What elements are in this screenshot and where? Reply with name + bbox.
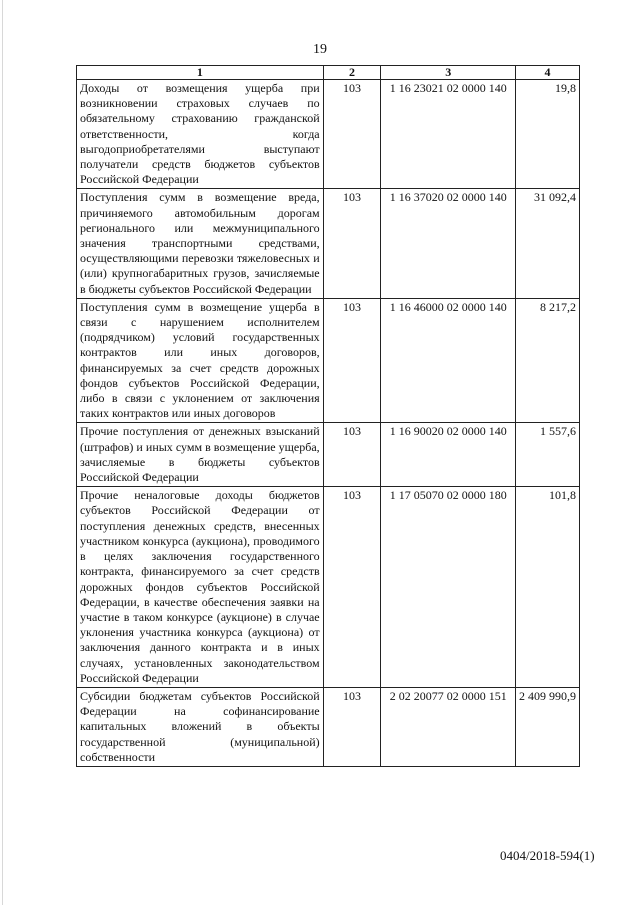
row-admin-code: 103 [323, 687, 381, 766]
row-kbk-code: 1 16 90020 02 0000 140 [381, 423, 516, 487]
table-header-row [77, 66, 580, 80]
row-amount: 2 409 990,9 [515, 687, 579, 766]
row-description: Прочие неналоговые доходы бюджетов субъектов Российской Федерации от поступления денежных средств, внесенных участником конкурса (аукциона), проводимого в целях заключения государственного контракта, финансируемого за счет средств дорожных фондов субъектов Российской Федерации, в качестве обеспечения заявки на участие в таком конкурсе (аукционе) в случае уклонения участника конкурса (аукциона) от заключения данного контракта и в иных случаях, установленных законодательством Российской Федерации [77, 487, 324, 688]
revenue-table [76, 65, 580, 767]
row-amount: 8 217,2 [515, 298, 579, 423]
row-description: Поступления сумм в возмещение ущерба в связи с нарушением исполнителем (подрядчиком) условий государственных контрактов или иных договоров, финансируемых за счет средств дорожных фондов субъектов Российской Федерации, либо в связи с уклонением от заключения таких контрактов или иных договоров [77, 298, 324, 423]
header-col-1: 1 [77, 66, 324, 80]
row-admin-code: 103 [323, 423, 381, 487]
row-admin-code: 103 [323, 189, 381, 298]
header-col-4: 4 [515, 66, 579, 80]
row-amount: 19,8 [515, 80, 579, 189]
row-admin-code: 103 [323, 80, 381, 189]
table-row [77, 189, 580, 298]
scan-edge-line [2, 0, 3, 905]
row-amount: 101,8 [515, 487, 579, 688]
row-description: Поступления сумм в возмещение вреда, причиняемого автомобильным дорогам регионального или межмуниципального значения транспортными средствами, осуществляющими перевозки тяжеловесных и (или) крупногабаритных грузов, зачисляемые в бюджеты субъектов Российской Федерации [77, 189, 324, 298]
table-row [77, 298, 580, 423]
row-admin-code: 103 [323, 298, 381, 423]
row-kbk-code: 1 16 46000 02 0000 140 [381, 298, 516, 423]
row-description: Прочие поступления от денежных взысканий (штрафов) и иных сумм в возмещение ущерба, зачисляемые в бюджеты субъектов Российской Федерации [77, 423, 324, 487]
row-description: Субсидии бюджетам субъектов Российской Федерации на софинансирование капитальных вложений в объекты государственной (муниципальной) собственности [77, 687, 324, 766]
row-description: Доходы от возмещения ущерба при возникновении страховых случаев по обязательному страхованию гражданской ответственности, когда выгодоприобретателями выступают получатели средств бюджетов субъектов Российской Федерации [77, 80, 324, 189]
row-kbk-code: 1 16 37020 02 0000 140 [381, 189, 516, 298]
row-amount: 31 092,4 [515, 189, 579, 298]
row-kbk-code: 1 17 05070 02 0000 180 [381, 487, 516, 688]
header-col-3: 3 [381, 66, 516, 80]
table-row [77, 687, 580, 766]
table-row [77, 423, 580, 487]
page-number: 19 [313, 42, 327, 57]
table-row [77, 80, 580, 189]
row-kbk-code: 1 16 23021 02 0000 140 [381, 80, 516, 189]
header-col-2: 2 [323, 66, 381, 80]
document-id-footer: 0404/2018-594(1) [500, 848, 595, 863]
row-kbk-code: 2 02 20077 02 0000 151 [381, 687, 516, 766]
row-admin-code: 103 [323, 487, 381, 688]
table-row [77, 487, 580, 688]
row-amount: 1 557,6 [515, 423, 579, 487]
